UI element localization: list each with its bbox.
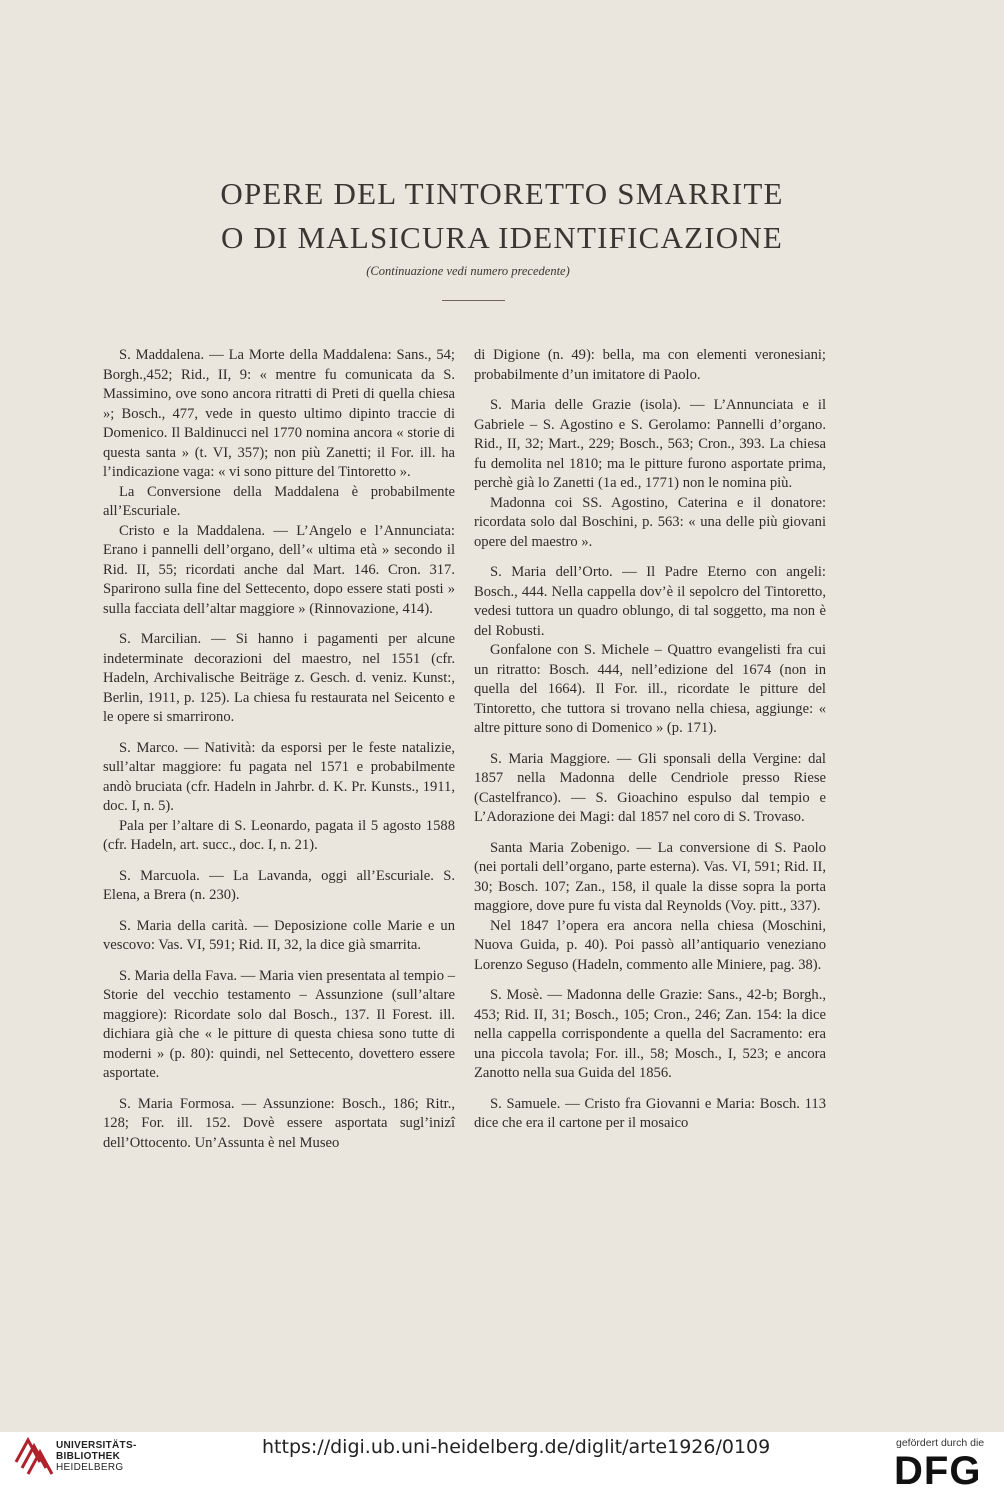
paragraph: di Digione (n. 49): bella, ma con elementi veronesiani; probabilmente d’un imitatore di Paolo. <box>474 347 826 383</box>
dfg-logo-text: DFG <box>894 1452 982 1486</box>
paragraph: Madonna coi SS. Agostino, Caterina e il donatore: ricordata solo dal Boschini, p. 563: « una delle più giovani opere del maestro ». <box>474 494 826 550</box>
paragraph: S. Mosè. — Madonna delle Grazie: Sans., 42-b; Borgh., 453; Rid. II, 31; Bosch., 105; Cron., 246; Zan. 154: la dice nella cappella corrispondente a quella del Sacramento: era una piccola tavola; For. ill., 58; Mosch., I, 523; e ancora Zanotto nella sua Guida del 1856. <box>474 987 826 1081</box>
ub-heidelberg-logo-icon[interactable] <box>10 1432 54 1476</box>
title-line-1: OPERE DEL TINTORETTO SMARRITE <box>220 176 784 211</box>
paragraph: S. Maria della Fava. — Maria vien presentata al tempio – Storie del vecchio testamento – Assunzione (sull’altare maggiore): Ricordate solo dal Bosch., 137. Il Forest. ill. dichiara già che « le pitture di questa chiesa sono tutte di moderni » (p. 80): quindi, nel Settecento, dovettero essere asportate. <box>103 967 455 1081</box>
paragraph: Gonfalone con S. Michele – Quattro evangelisti fra cui un ritratto: Bosch. 444, nell’edizione del 1674 (non in quella del 1664). Il For. ill., ricordate le pitture del Tintoretto, che tuttora si trovano nella chiesa, aggiunge: « altre pitture sono di Domenico » (p. 171). <box>474 642 826 736</box>
right-column <box>474 346 826 1134</box>
paragraph: S. Maria dell’Orto. — Il Padre Eterno con angeli: Bosch., 444. Nella cappella dov’è il sepolcro del Tintoretto, vedesi tuttora un quadro oblungo, di tal soggetto, ma non è del Robusti. <box>474 564 826 639</box>
paragraph: S. Maria della carità. — Deposizione colle Marie e un vescovo: Vas. VI, 591; Rid. II, 32, la dice già smarrita. <box>103 917 455 953</box>
library-name-line: BIBLIOTHEK <box>56 1451 121 1462</box>
subtitle: (Continuazione vedi numero precedente) <box>366 264 570 278</box>
paragraph: S. Maria Maggiore. — Gli sponsali della Vergine: dal 1857 nella Madonna delle Cendriole presso Riese (Castelfranco). — S. Gioachino espulso dal tempio e L’Adorazione dei Magi: dal 1857 nel coro di S. Trovaso. <box>474 750 826 825</box>
library-name-line: UNIVERSITÄTS- <box>56 1440 137 1451</box>
paragraph: S. Maddalena. — La Morte della Maddalena: Sans., 54; Borgh.,452; Rid., II, 9: « mentre fu comunicata da S. Massimino, ove sono ancora ritratti di Preti di quella chiesa »; Bosch., 477, vede in questo ultimo dipinto traccie di Domenico. Il Baldinucci nel 1770 nomina ancora « storie di questa santa » (t. VI, 357); non più Zanetti; il For. ill. ha l’indicazione vaga: « vi sono pitture del Tintoretto ». <box>103 347 455 480</box>
paragraph: Santa Maria Zobenigo. — La conversione di S. Paolo (nei portali dell’organo, parte esterna). Vas. VI, 591; Rid. II, 30; Bosch. 107; Zan., 158, il quale la disse sopra la porta maggiore, dove pure fu vista dal Reynolds (Voy. pitt., 337). <box>474 839 826 914</box>
divider <box>442 300 505 301</box>
dfg-logo-icon[interactable] <box>894 1452 990 1486</box>
title-line-2: O DI MALSICURA IDENTIFICAZIONE <box>220 220 784 255</box>
paragraph: S. Marco. — Natività: da esporsi per le feste natalizie, sull’altar maggiore: fu pagata nel 1571 e probabilmente andò bruciata (cfr. Hadeln in Jahrbr. d. K. Pr. Kunsts., 1911, doc. I, n. 5). <box>103 739 455 814</box>
paragraph: La Conversione della Maddalena è probabilmente all’Escuriale. <box>103 483 455 519</box>
paragraph: S. Marcuola. — La Lavanda, oggi all’Escuriale. S. Elena, a Brera (n. 230). <box>103 867 455 903</box>
page-title <box>0 172 1004 260</box>
permalink-url[interactable]: https://digi.ub.uni-heidelberg.de/diglit/arte1926/0109 <box>262 1436 771 1458</box>
library-name-line: HEIDELBERG <box>56 1462 124 1473</box>
paragraph: S. Maria delle Grazie (isola). — L’Annunciata e il Gabriele – S. Agostino e S. Gerolamo: Pannelli d’organo. Rid., II, 32; Mart., 229; Bosch., 563; Cron., 393. La chiesa fu demolita nel 1810; ma le pitture furono asportate prima, perchè già lo Zanetti (1a ed., 1771) non le nomina più. <box>474 397 826 491</box>
library-name <box>56 1440 137 1473</box>
paragraph: S. Samuele. — Cristo fra Giovanni e Maria: Bosch. 113 dice che era il cartone per il mosaico <box>474 1095 826 1131</box>
paragraph: Pala per l’altare di S. Leonardo, pagata il 5 agosto 1588 (cfr. Hadeln, art. succ., doc. I, n. 21). <box>103 817 455 853</box>
left-column <box>103 346 455 1153</box>
paragraph: Nel 1847 l’opera era ancora nella chiesa (Moschini, Nuova Guida, p. 40). Poi passò all’antiquario veneziano Lorenzo Seguso (Hadeln, commento alle Miniere, pag. 38). <box>474 917 826 973</box>
paragraph: S. Marcilian. — Si hanno i pagamenti per alcune indeterminate decorazioni del maestro, nel 1551 (cfr. Hadeln, Archivalische Beiträge z. Gesch. d. veniz. Kunst:, Berlin, 1911, p. 125). La chiesa fu restaurata nel Seicento e le opere si smarrirono. <box>103 631 455 725</box>
paragraph: Cristo e la Maddalena. — L’Angelo e l’Annunciata: Erano i pannelli dell’organo, dell’« ultima età » secondo il Rid. II, 55; ricordati anche dal Mart. 146. Cron. 317. Sparirono sulla fine del Settecento, dopo essere stati posti » sulla facciata dell’altar maggiore » (Rinnovazione, 414). <box>103 522 455 617</box>
funded-by-label: gefördert durch die <box>896 1437 985 1449</box>
paragraph: S. Maria Formosa. — Assunzione: Bosch., 186; Ritr., 128; For. ill. 152. Dovè essere asportata sugl’inizî dell’Ottocento. Un’Assunta è nel Museo <box>103 1095 455 1151</box>
